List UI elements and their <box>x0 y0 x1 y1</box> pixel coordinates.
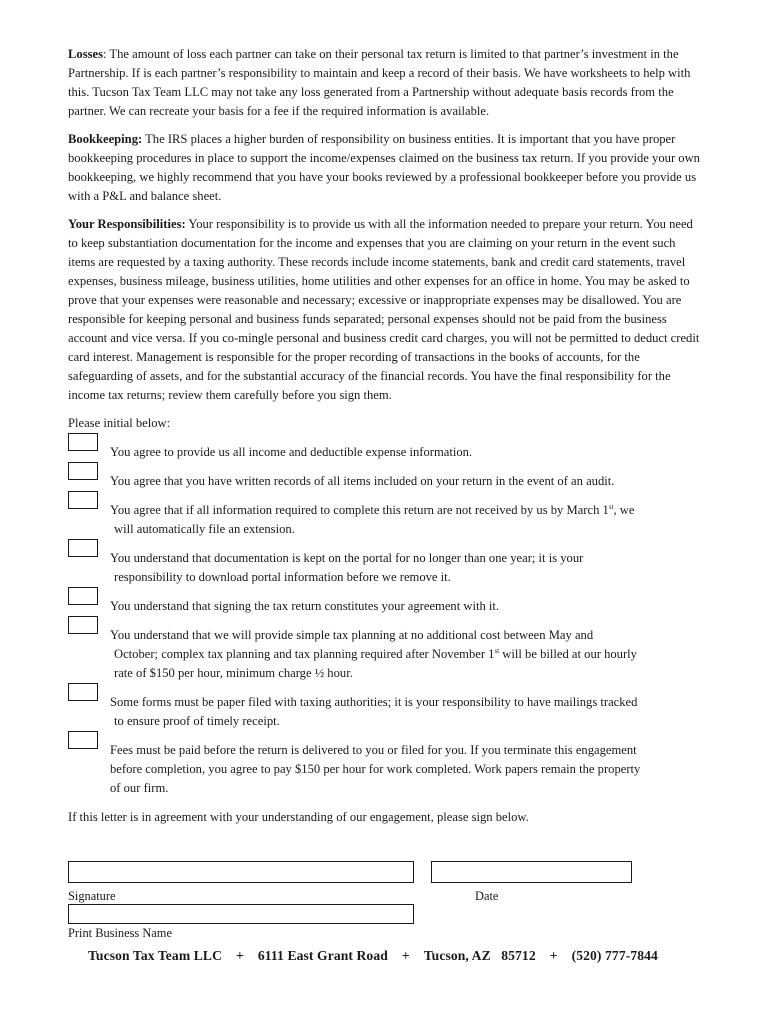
responsibilities-text: Your responsibility is to provide us with all the information needed to prepare your return. You need to keep substantiation documentation for the income and expenses that you are claiming on your return in the event such items are requested by a taxing authority. These records include income statements, bank and credit card statements, travel expenses, business mileage, business utilities, home utilities and other expenses for an office in home. You may be asked to prove that your expenses were reasonable and necessary; excessive or inappropriate expenses may be disallowed. You are responsible for keeping personal and business funds separated; personal expenses should not be paid from the business account and vice versa. If you co-mingle personal and business credit card charges, you will not be permitted to deduct credit card interest. Management is responsible for the proper recording of transactions in the books of accounts, for the safeguarding of assets, and for the substantial accuracy of the financial records. You have the final responsibility for the income tax returns; review them carefully before you sign them. <box>68 217 700 402</box>
business-name-label: Print Business Name <box>68 926 172 940</box>
footer-separator: + <box>401 948 410 963</box>
ordinal-suffix: st <box>608 502 614 511</box>
item-text-line: to ensure proof of timely receipt. <box>114 714 280 728</box>
initial-item <box>68 626 704 683</box>
item-text-line: You understand that we will provide simple tax planning at no additional cost between May and <box>110 628 594 642</box>
item-text-line: rate of $150 per hour, minimum charge ½ hour. <box>114 666 353 680</box>
item-text-line: October; complex tax planning and tax planning required after November 1 <box>114 647 495 661</box>
footer-separator: + <box>549 948 558 963</box>
initial-box[interactable] <box>68 462 98 480</box>
signature-field[interactable] <box>68 861 414 883</box>
bookkeeping-text: The IRS places a higher burden of responsibility on business entities. It is important that you have proper bookkeeping procedures in place to support the income/expenses claimed on the business tax return. If you provide your own bookkeeping, we highly recommend that you have your books reviewed by a professional bookkeeper before you provide us with a P&L and balance sheet. <box>68 132 700 203</box>
agreement-line: If this letter is in agreement with your understanding of our engagement, please sign below. <box>68 810 529 824</box>
initial-box[interactable] <box>68 616 98 634</box>
business-name-field[interactable] <box>68 904 414 924</box>
item-text-line: You understand that documentation is kept on the portal for no longer than one year; it is your <box>110 551 584 565</box>
initial-item <box>68 501 704 539</box>
item-text-line-end: will be billed at our hourly <box>499 647 637 661</box>
footer <box>88 946 708 965</box>
item-text-line: will automatically file an extension. <box>114 522 295 536</box>
initial-box[interactable] <box>68 587 98 605</box>
item-text-line: responsibility to download portal information before we remove it. <box>114 570 451 584</box>
item-text-line: Some forms must be paper filed with taxing authorities; it is your responsibility to have mailings tracked <box>110 695 638 709</box>
date-label: Date <box>475 889 499 903</box>
item-text-line: of our firm. <box>110 781 169 795</box>
losses-heading: Losses <box>68 47 103 61</box>
signature-label: Signature <box>68 889 116 903</box>
footer-city: Tucson, AZ 85712 <box>423 948 536 963</box>
bookkeeping-paragraph <box>68 130 704 206</box>
item-text-line: You agree that you have written records of all items included on your return in the event of an audit. <box>110 474 615 488</box>
bookkeeping-heading: Bookkeeping: <box>68 132 143 146</box>
initial-box[interactable] <box>68 433 98 451</box>
responsibilities-paragraph <box>68 215 704 405</box>
initial-item <box>68 741 704 798</box>
item-text-line-end: , we <box>613 503 635 517</box>
initial-box[interactable] <box>68 683 98 701</box>
initial-item <box>68 693 704 731</box>
item-text-line: You agree that if all information required to complete this return are not received by us by March 1 <box>110 503 609 517</box>
date-field[interactable] <box>431 861 632 883</box>
ordinal-suffix: st <box>494 646 500 655</box>
item-text-line: before completion, you agree to pay $150 per hour for work completed. Work papers remain the property <box>110 762 641 776</box>
responsibilities-heading: Your Responsibilities: <box>68 217 186 231</box>
footer-phone: (520) 777-7844 <box>571 948 658 963</box>
initial-box[interactable] <box>68 731 98 749</box>
initial-box[interactable] <box>68 539 98 557</box>
item-text-line: You understand that signing the tax return constitutes your agreement with it. <box>110 599 500 613</box>
footer-company: Tucson Tax Team LLC <box>88 948 222 963</box>
footer-address: 6111 East Grant Road <box>257 948 388 963</box>
initial-intro: Please initial below: <box>68 416 171 430</box>
initial-item <box>68 443 704 462</box>
losses-text: : The amount of loss each partner can take on their personal tax return is limited to that partner’s investment in the Partnership. If is each partner’s responsibility to maintain and keep a record of their basis. We have worksheets to help with this. Tucson Tax Team LLC may not take any loss generated from a Partnership without adequate basis records from the partner. We can recreate your basis for a fee if the required information is available. <box>68 47 691 118</box>
initial-item <box>68 549 704 587</box>
initial-item <box>68 472 704 491</box>
item-text-line: Fees must be paid before the return is delivered to you or filed for you. If you terminate this engagement <box>110 743 637 757</box>
losses-paragraph <box>68 45 704 121</box>
footer-separator: + <box>236 948 244 963</box>
initial-item <box>68 597 704 616</box>
initial-box[interactable] <box>68 491 98 509</box>
engagement-letter-page <box>68 45 704 831</box>
item-text-line: You agree to provide us all income and deductible expense information. <box>110 445 473 459</box>
